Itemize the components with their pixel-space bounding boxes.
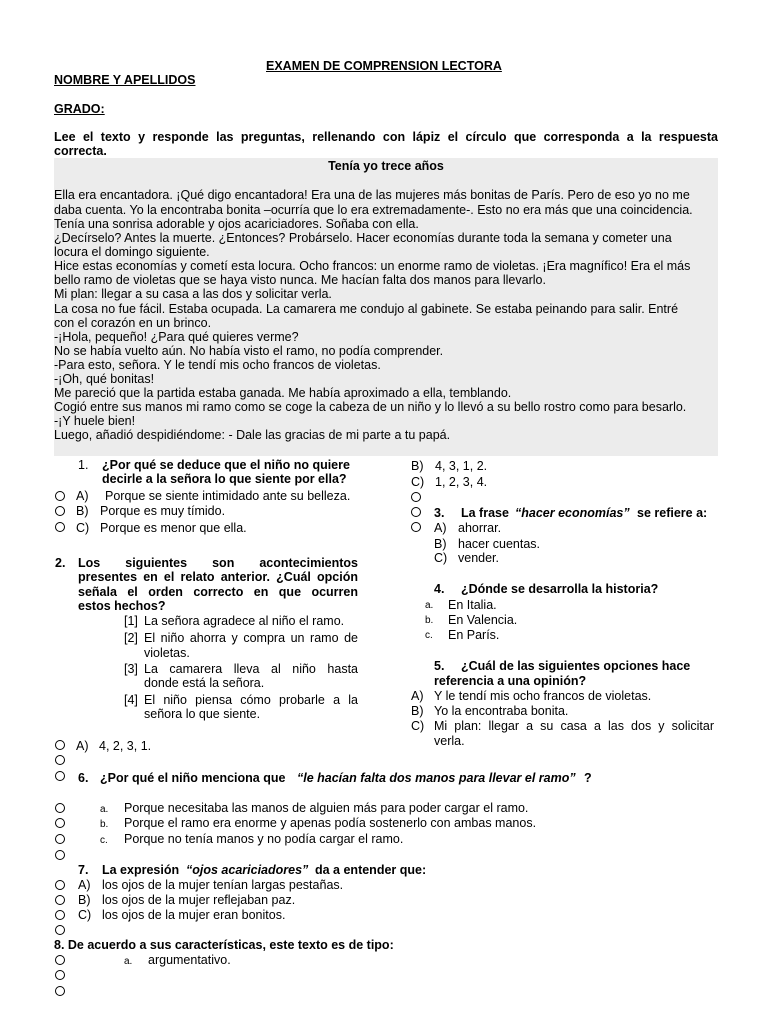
q1-option-b-bubble[interactable] (55, 506, 65, 516)
q3-option-letter: B) (434, 537, 447, 551)
q8-option-letter: a. (124, 956, 133, 967)
q3-option-letter: C) (434, 551, 448, 565)
q6-option-c-bubble[interactable] (55, 834, 65, 844)
q2-option-a-text: 4, 2, 3, 1. (99, 739, 152, 753)
q3-number: 3. (434, 506, 445, 520)
reading-line: Cogió entre sus manos mi ramo como se coge la cabeza de un niño y lo llevó a su bello rostro como para besarlo. (54, 400, 687, 414)
q7-option-text: los ojos de la mujer tenían largas pestañas. (102, 878, 344, 892)
reading-line: bello ramo de violetas que se haya visto nunca. Me hacían falta dos manos para llevarlo. (54, 273, 546, 287)
q2-event-text: La camarera lleva al niño hasta (144, 662, 358, 676)
q2-event-text: señora lo que siente. (144, 707, 261, 721)
q3-text-pre: La frase (461, 506, 509, 520)
q6-number: 6. (78, 771, 89, 785)
q2-text-line-4: estos hechos? (78, 599, 166, 613)
q3-option-text: ahorrar. (458, 521, 502, 535)
q1-text-line-2: decirle a la señora lo que siente por ella? (102, 472, 347, 486)
q4-option-letter: b. (425, 615, 434, 626)
q2-text-line-2: presentes en el relato anterior. ¿Cuál opción (78, 570, 358, 584)
q7-phrase: “ojos acariciadores” (186, 863, 309, 877)
q6-option-text: Porque no tenía manos y no podía cargar el ramo. (124, 832, 404, 846)
q6-option-letter: a. (100, 804, 109, 815)
q6-option-text: Porque el ramo era enorme y apenas podía sostenerlo con ambas manos. (124, 816, 537, 830)
q2-text-line-3: señala el orden correcto en que ocurren (78, 585, 358, 599)
q7-option-letter: C) (78, 908, 92, 922)
q2-text-line-1: Los siguientes son acontecimientos (78, 556, 358, 570)
q8-option-a-bubble[interactable] (55, 955, 65, 965)
q2-option-b-bubble[interactable] (55, 755, 65, 765)
exam-title: EXAMEN DE COMPRENSION LECTORA (266, 59, 502, 73)
q4-number: 4. (434, 582, 445, 596)
q7-option-c-bubble[interactable] (55, 910, 65, 920)
q2-event-text: El niño ahorra y compra un ramo de (144, 631, 358, 645)
q4-option-text: En Italia. (448, 598, 497, 612)
q6-option-letter: b. (100, 819, 109, 830)
q5-option-text: Yo la encontraba bonita. (434, 704, 569, 718)
q2-event-number: [1] (124, 614, 138, 628)
q2-option-c-letter: C) (411, 475, 425, 489)
q6-text-pre: ¿Por qué el niño menciona que (100, 771, 286, 785)
grade-label: GRADO: (54, 102, 105, 116)
q2-option-a-letter: A) (76, 739, 89, 753)
q4-text: ¿Dónde se desarrolla la historia? (461, 582, 659, 596)
reading-line: Tenía una sonrisa adorable y ojos acariciadores. Soñaba con ella. (54, 217, 419, 231)
q6-quote: “le hacían falta dos manos para llevar el ramo” (297, 771, 576, 785)
reading-line: Hice estas economías y cometí esta locura. Ocho francos: un enorme ramo de violetas. ¡Era magnífico! Era el más (54, 259, 691, 273)
q6-option-letter: c. (100, 835, 108, 846)
reading-line: daba cuenta. Yo la encontraba bonita –ocurría que lo era extremadamente-. Esto no era más que una coincidencia. (54, 203, 693, 217)
q2-event-text: violetas. (144, 646, 190, 660)
q1-option-a-letter: A) (76, 489, 89, 503)
q5-option-letter: B) (411, 704, 424, 718)
q7-text-pre: La expresión (102, 863, 180, 877)
q6-option-a-bubble[interactable] (55, 803, 65, 813)
reading-line: con el corazón en un brinco. (54, 316, 212, 330)
q2-event-text: El niño piensa cómo probarle a la (144, 693, 358, 707)
q1-option-c-bubble[interactable] (55, 522, 65, 532)
q7-option-letter: B) (78, 893, 91, 907)
q2-event-number: [2] (124, 631, 138, 645)
q1-option-c-letter: C) (76, 521, 90, 535)
q8-option-text: argumentativo. (148, 953, 231, 967)
reading-line: Ella era encantadora. ¡Qué digo encantadora! Era una de las mujeres más bonitas de París. Pero de eso yo no me (54, 188, 690, 202)
q7-extra-bubble[interactable] (55, 925, 65, 935)
reading-line: -¡Oh, qué bonitas! (54, 372, 155, 386)
q4-option-letter: c. (425, 630, 433, 641)
q1-text-line-1: ¿Por qué se deduce que el niño no quiere (102, 458, 350, 472)
q2-event-number: [3] (124, 662, 138, 676)
reading-line: -Para esto, señora. Y le tendí mis ocho francos de violetas. (54, 358, 381, 372)
q1-option-a-text: Porque se siente intimidado ante su belleza. (105, 489, 351, 503)
q5-option-letter: C) (411, 719, 425, 733)
q8-text: 8. De acuerdo a sus características, este texto es de tipo: (54, 938, 394, 952)
q8-option-c-bubble[interactable] (55, 986, 65, 996)
q5-option-letter: A) (411, 689, 424, 703)
q4-option-text: En París. (448, 628, 500, 642)
instructions-line-2: correcta. (54, 144, 107, 158)
q1-option-b-text: Porque es muy tímido. (100, 504, 226, 518)
q2-option-c-bubble[interactable] (411, 492, 421, 502)
reading-line: Me pareció que la partida estaba ganada. Me había aproximado a ella, temblando. (54, 386, 512, 400)
reading-line: locura el domingo siguiente. (54, 245, 210, 259)
q1-option-b-letter: B) (76, 504, 89, 518)
q1-option-c-text: Porque es menor que ella. (100, 521, 247, 535)
instructions-line-1: Lee el texto y responde las preguntas, rellenando con lápiz el círculo que corresponda a la respuesta (54, 130, 718, 144)
reading-line: -¡Y huele bien! (54, 414, 136, 428)
q4-option-text: En Valencia. (448, 613, 518, 627)
name-label: NOMBRE Y APELLIDOS (54, 73, 196, 87)
q2-option-a-bubble[interactable] (55, 740, 65, 750)
q6-bubble[interactable] (55, 771, 65, 781)
q5-number: 5. (434, 659, 445, 673)
q6-extra-bubble[interactable] (55, 850, 65, 860)
q2-event-number: [4] (124, 693, 138, 707)
reading-line: -¡Hola, pequeño! ¿Para qué quieres verme? (54, 330, 299, 344)
reading-line: No se había vuelto aún. No había visto el ramo, no podía comprender. (54, 344, 444, 358)
reading-line: Luego, añadió despidiéndome: - Dale las gracias de mi parte a tu papá. (54, 428, 451, 442)
q1-option-a-bubble[interactable] (55, 491, 65, 501)
q7-option-text: los ojos de la mujer reflejaban paz. (102, 893, 296, 907)
q2-option-b-letter: B) (411, 459, 424, 473)
q3-option-text: vender. (458, 551, 500, 565)
q2-option-c-text: 1, 2, 3, 4. (435, 475, 488, 489)
q3-option-text: hacer cuentas. (458, 537, 540, 551)
q2-number: 2. (55, 556, 66, 570)
q3-option-b-bubble[interactable] (411, 522, 421, 532)
reading-line: La cosa no fue fácil. Estaba ocupada. La camarera me condujo al gabinete. Se estaba peinando para salir. Entré (54, 302, 679, 316)
q7-option-text: los ojos de la mujer eran bonitos. (102, 908, 286, 922)
reading-line: ¿Decírselo? Antes la muerte. ¿Entonces? Probárselo. Hacer economías durante toda la semana y cometer una (54, 231, 672, 245)
q2-event-text: La señora agradece al niño el ramo. (144, 614, 345, 628)
q5-option-text-cont: verla. (434, 734, 465, 748)
q7-option-letter: A) (78, 878, 91, 892)
q5-text-line-2: referencia a una opinión? (434, 674, 587, 688)
q2-event-text: donde está la señora. (144, 676, 265, 690)
q5-text-line-1: ¿Cuál de las siguientes opciones hace (461, 659, 691, 673)
q3-option-letter: A) (434, 521, 447, 535)
q6-option-text: Porque necesitaba las manos de alguien más para poder cargar el ramo. (124, 801, 529, 815)
q6-text-post: ? (584, 771, 592, 785)
q2-option-b-text: 4, 3, 1, 2. (435, 459, 488, 473)
q7-option-b-bubble[interactable] (55, 895, 65, 905)
q4-option-letter: a. (425, 600, 434, 611)
q6-option-b-bubble[interactable] (55, 818, 65, 828)
reading-line: Mi plan: llegar a su casa a las dos y solicitar verla. (54, 287, 332, 301)
q5-option-text: Mi plan: llegar a su casa a las dos y solicitar (434, 719, 714, 733)
q8-option-b-bubble[interactable] (55, 970, 65, 980)
q3-text-post: se refiere a: (637, 506, 708, 520)
reading-title: Tenía yo trece años (328, 159, 444, 173)
q3-option-a-bubble[interactable] (411, 507, 421, 517)
q7-text-post: da a entender que: (315, 863, 427, 877)
q3-phrase: “hacer economías” (515, 506, 630, 520)
q5-option-text: Y le tendí mis ocho francos de violetas. (434, 689, 652, 703)
q7-option-a-bubble[interactable] (55, 880, 65, 890)
q1-number: 1. (78, 458, 89, 472)
q7-number: 7. (78, 863, 89, 877)
